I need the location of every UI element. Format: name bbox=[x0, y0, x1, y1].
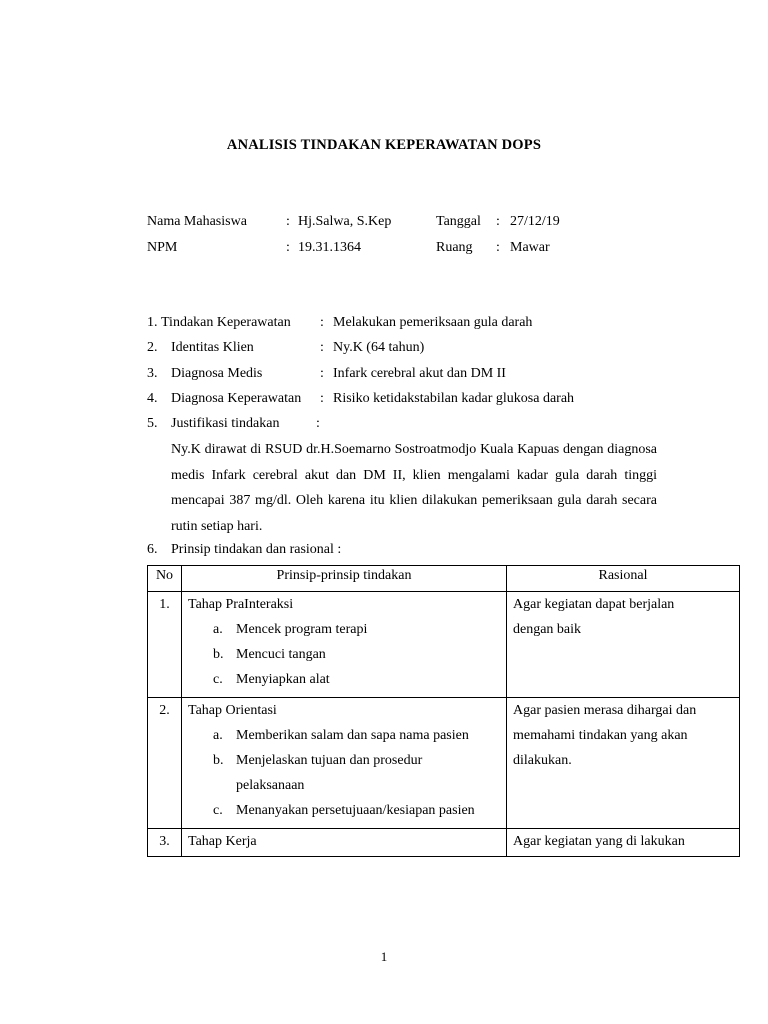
table-row bbox=[148, 698, 740, 829]
row-number: 3. bbox=[148, 829, 182, 857]
item-number: 3. bbox=[147, 366, 158, 381]
name-label: Nama Mahasiswa bbox=[147, 214, 247, 229]
step-text: Menyiapkan alat bbox=[236, 672, 330, 687]
step-marker: c. bbox=[213, 803, 223, 818]
item-number: 4. bbox=[147, 391, 158, 406]
rationale-cell bbox=[507, 698, 740, 829]
step-text: Menjelaskan tujuan dan prosedur bbox=[236, 753, 423, 768]
step-marker: a. bbox=[213, 622, 223, 637]
principles-cell bbox=[182, 829, 507, 857]
rationale-line: Agar pasien merasa dihargai dan bbox=[513, 703, 697, 718]
rationale-cell bbox=[507, 829, 740, 857]
step-text: Mencek program terapi bbox=[236, 622, 368, 637]
npm-value: 19.31.1364 bbox=[298, 240, 361, 255]
principles-table bbox=[147, 565, 740, 857]
name-colon: : bbox=[286, 214, 290, 229]
step-item bbox=[188, 803, 500, 828]
item-label: Tindakan Keperawatan bbox=[161, 315, 291, 330]
rationale-line: memahami tindakan yang akan bbox=[513, 728, 688, 743]
name-value: Hj.Salwa, S.Kep bbox=[298, 214, 392, 229]
room-label: Ruang bbox=[436, 240, 473, 255]
date-colon: : bbox=[496, 214, 500, 229]
section-title: Prinsip tindakan dan rasional : bbox=[171, 542, 342, 557]
item-colon: : bbox=[320, 315, 324, 330]
header-rationale: Rasional bbox=[507, 566, 740, 592]
item-value: Risiko ketidakstabilan kadar glukosa darah bbox=[333, 391, 575, 406]
table-row bbox=[148, 592, 740, 698]
item-colon: : bbox=[320, 391, 324, 406]
step-marker: a. bbox=[213, 728, 223, 743]
step-text: Menanyakan persetujuaan/kesiapan pasien bbox=[236, 803, 475, 818]
room-value: Mawar bbox=[510, 240, 550, 255]
rationale-line: Agar kegiatan yang di lakukan bbox=[513, 834, 685, 849]
row-number: 2. bbox=[148, 698, 182, 829]
item-number: 5. bbox=[147, 416, 158, 431]
date-value: 27/12/19 bbox=[510, 214, 560, 229]
phase-title: Tahap Orientasi bbox=[188, 703, 277, 718]
step-text: pelaksanaan bbox=[236, 778, 305, 793]
step-item bbox=[188, 622, 500, 647]
item-colon: : bbox=[320, 340, 324, 355]
room-colon: : bbox=[496, 240, 500, 255]
item-label: Diagnosa Keperawatan bbox=[171, 391, 302, 406]
step-item bbox=[188, 672, 500, 697]
step-marker: b. bbox=[213, 753, 224, 768]
phase-title: Tahap Kerja bbox=[188, 834, 257, 849]
npm-colon: : bbox=[286, 240, 290, 255]
rationale-line: dengan baik bbox=[513, 622, 582, 637]
justification-paragraph: Ny.K dirawat di RSUD dr.H.Soemarno Sostroatmodjo Kuala Kapuas dengan diagnosa medis Infark cerebral akut dan DM II, klien mengalami kadar gula darah tinggi mencapai 387 mg/dl. Oleh karena itu klien dilakukan pemeriksaan gula darah secara rutin setiap hari. bbox=[171, 442, 657, 534]
step-item bbox=[188, 753, 500, 778]
header-principles: Prinsip-prinsip tindakan bbox=[182, 566, 507, 592]
rationale-cell bbox=[507, 592, 740, 698]
row-number: 1. bbox=[148, 592, 182, 698]
principles-cell bbox=[182, 592, 507, 698]
rationale-line: Agar kegiatan dapat berjalan bbox=[513, 597, 675, 612]
step-item bbox=[188, 647, 500, 672]
phase-title: Tahap PraInteraksi bbox=[188, 597, 294, 612]
step-text: Memberikan salam dan sapa nama pasien bbox=[236, 728, 469, 743]
step-text: Mencuci tangan bbox=[236, 647, 326, 662]
step-item bbox=[188, 728, 500, 753]
item-label: Identitas Klien bbox=[171, 340, 254, 355]
item-label: Diagnosa Medis bbox=[171, 366, 263, 381]
step-marker: b. bbox=[213, 647, 224, 662]
item-number: 1. bbox=[147, 315, 158, 330]
table-row bbox=[148, 829, 740, 857]
header-no: No bbox=[148, 566, 182, 592]
item-colon: : bbox=[316, 416, 320, 431]
page-number: 1 bbox=[380, 949, 388, 964]
item-value: Melakukan pemeriksaan gula darah bbox=[333, 315, 533, 330]
item-label: Justifikasi tindakan bbox=[171, 416, 280, 431]
section-number: 6. bbox=[147, 542, 158, 557]
item-number: 2. bbox=[147, 340, 158, 355]
document-title: ANALISIS TINDAKAN KEPERAWATAN DOPS bbox=[226, 137, 542, 153]
item-value: Infark cerebral akut dan DM II bbox=[333, 366, 506, 381]
step-item bbox=[188, 778, 500, 803]
npm-label: NPM bbox=[147, 240, 178, 255]
date-label: Tanggal bbox=[436, 214, 481, 229]
table-header-row bbox=[148, 566, 740, 592]
item-value: Ny.K (64 tahun) bbox=[333, 340, 425, 355]
step-marker: c. bbox=[213, 672, 223, 687]
rationale-line: dilakukan. bbox=[513, 753, 572, 768]
principles-cell bbox=[182, 698, 507, 829]
item-colon: : bbox=[320, 366, 324, 381]
